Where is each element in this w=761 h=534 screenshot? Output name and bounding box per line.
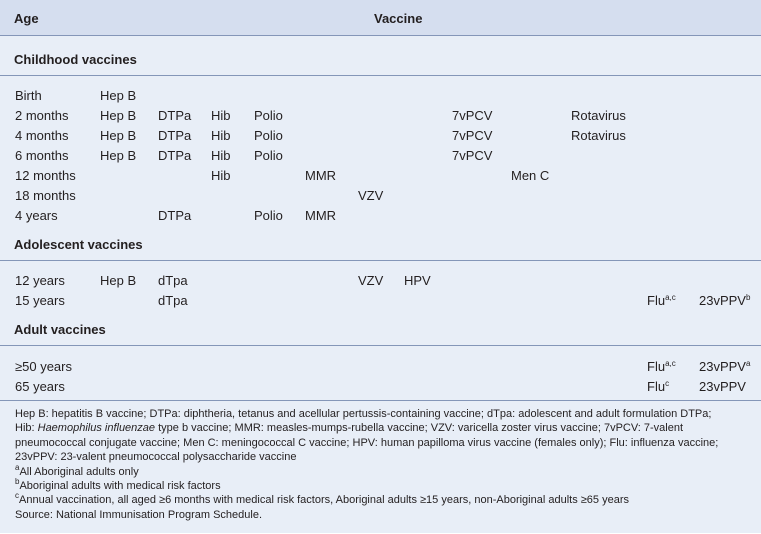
vaccine-cell: Hep B <box>100 88 137 103</box>
age-cell: 2 months <box>15 108 69 123</box>
vaccine-cell: DTPa <box>158 148 192 163</box>
vaccine-cell: Rotavirus <box>571 128 626 143</box>
section-title: Adult vaccines <box>14 322 106 337</box>
vaccine-cell: MMR <box>305 168 337 183</box>
table-row <box>0 148 761 168</box>
table-row <box>0 208 761 228</box>
vaccine-cell: 23vPPV$^b$ <box>699 293 751 308</box>
vaccine-cell: Flu$^c$ <box>647 379 670 394</box>
vaccine-cell: Men C <box>511 168 550 183</box>
age-cell: 12 months <box>15 168 76 183</box>
table-row <box>0 128 761 148</box>
age-cell: Birth <box>15 88 42 103</box>
vaccine-cell: Hib <box>211 128 231 143</box>
vaccine-cell: Hep B <box>100 148 137 163</box>
vaccine-cell: Hep B <box>100 273 137 288</box>
abbreviations-line: pneumococcal conjugate vaccine; Men C: meningococcal C vaccine; HPV: human papilloma virus vaccine (females only); Flu: influenza vaccine; <box>15 436 719 449</box>
age-cell: 15 years <box>15 293 65 308</box>
vaccine-cell: HPV <box>404 273 431 288</box>
vaccine-cell: DTPa <box>158 208 192 223</box>
vaccine-cell: DTPa <box>158 128 192 143</box>
vaccine-cell: Polio <box>254 108 283 123</box>
section-childhood <box>0 46 761 76</box>
age-cell: 65 years <box>15 379 65 394</box>
abbreviations-line: 23vPPV: 23-valent pneumococcal polysaccharide vaccine <box>15 451 297 464</box>
vaccine-cell: Hep B <box>100 128 137 143</box>
footnote-marker: a <box>745 359 751 368</box>
source-note: Source: National Immunisation Program Schedule. <box>15 508 263 521</box>
footnote-a: $^a$All Aboriginal adults only <box>15 462 139 478</box>
vaccine-cell: Hib <box>211 108 231 123</box>
age-cell: 12 years <box>15 273 65 288</box>
vaccine-cell: Polio <box>254 148 283 163</box>
italic-species-name: Haemophilus influenzae <box>37 422 156 435</box>
table-row <box>0 88 761 108</box>
section-adolescent <box>0 231 761 261</box>
vaccine-cell: VZV <box>358 188 384 203</box>
vaccine-cell: dTpa <box>158 273 188 288</box>
footnote-marker: a,c <box>665 293 676 302</box>
age-cell: 4 months <box>15 128 69 143</box>
footnote-marker: a,c <box>665 359 676 368</box>
age-cell: ≥50 years <box>15 359 72 374</box>
vaccine-cell: Flu$^{a,c}$ <box>647 359 676 374</box>
age-cell: 6 months <box>15 148 69 163</box>
section-title: Childhood vaccines <box>14 52 137 67</box>
section-adult <box>0 316 761 346</box>
vaccine-cell: Hib <box>211 168 231 183</box>
section-title: Adolescent vaccines <box>14 237 143 252</box>
table-row <box>0 168 761 188</box>
vaccine-cell: 23vPPV <box>699 379 746 394</box>
vaccine-cell: Flu$^{a,c}$ <box>647 293 676 308</box>
age-cell: 18 months <box>15 188 76 203</box>
table-row <box>0 379 761 399</box>
vaccine-cell: Polio <box>254 208 283 223</box>
vaccine-cell: 7vPCV <box>452 148 493 163</box>
vaccine-cell: 7vPCV <box>452 128 493 143</box>
footnote-b: $^b$Aboriginal adults with medical risk factors <box>15 477 221 493</box>
vaccine-cell: Hep B <box>100 108 137 123</box>
table-header <box>0 0 761 36</box>
vaccine-cell: VZV <box>358 273 384 288</box>
age-column-header: Age <box>14 11 39 26</box>
table-footnotes <box>0 400 761 534</box>
vaccine-cell: MMR <box>305 208 337 223</box>
table-row <box>0 188 761 208</box>
vaccine-cell: Rotavirus <box>571 108 626 123</box>
vaccine-cell: 7vPCV <box>452 108 493 123</box>
footnote-marker: b <box>745 293 751 302</box>
footnote-c: $^c$Annual vaccination, all aged ≥6 months with medical risk factors, Aboriginal adults ≥15 years, non-Aboriginal adults ≥65 years <box>15 491 629 507</box>
table-row <box>0 359 761 379</box>
abbreviations-line: Hib: Haemophilus influenzae type b vaccine; MMR: measles-mumps-rubella vaccine; VZV: varicella zoster virus vaccine; 7vPCV: 7-valent <box>15 422 684 435</box>
vaccine-column-header: Vaccine <box>374 11 423 26</box>
vaccine-cell: dTpa <box>158 293 188 308</box>
vaccine-cell: Polio <box>254 128 283 143</box>
vaccine-cell: 23vPPV$^a$ <box>699 359 751 374</box>
table-row <box>0 108 761 128</box>
table-row <box>0 293 761 313</box>
footnote-marker: c <box>665 379 670 388</box>
vaccine-cell: Hib <box>211 148 231 163</box>
age-cell: 4 years <box>15 208 58 223</box>
vaccine-cell: DTPa <box>158 108 192 123</box>
abbreviations-line: Hep B: hepatitis B vaccine; DTPa: diphtheria, tetanus and acellular pertussis-containing vaccine; dTpa: adolescent and adult formulation DTPa; <box>15 408 712 420</box>
table-row <box>0 273 761 293</box>
